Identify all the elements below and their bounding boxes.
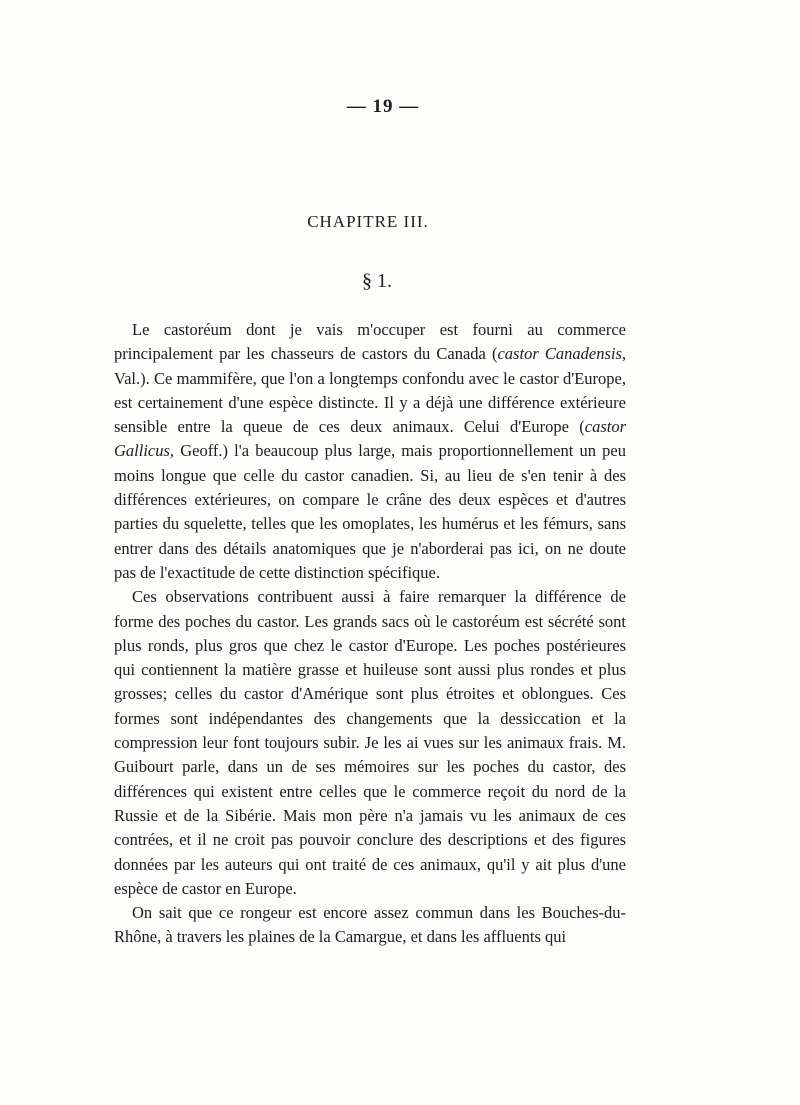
page-number: — 19 — <box>346 96 420 117</box>
paragraph-1 <box>114 318 626 585</box>
chapter-title: CHAPITRE III. <box>307 212 429 231</box>
section-heading: § 1. <box>362 270 392 292</box>
text-segment: Ces observations contribuent aussi à faire remarquer la différence de forme des poches du castor. Les grands sacs où le castoréum est sécrété sont plus ronds, plus gros que chez le castor d'Europe. Les poches postérieures qui contiennent la matière grasse et huileuse sont aussi plus rondes et plus grosses; celles du castor d'Amérique sont plus étroites et oblongues. Ces formes sont indépendantes des changements que la dessiccation et la compression leur font toujours subir. Je les ai vues sur les animaux frais. M. Guibourt parle, dans un de ses mémoires sur les poches du castor, des différences qui existent entre celles que le commerce reçoit du nord de la Russie et de la Sibérie. Mais mon père n'a jamais vu les animaux de ces contrées, et il ne croit pas pouvoir conclure des descriptions et des figures données par les auteurs qui ont traité de ces animaux, qu'il y ait plus d'une espèce de castor en Europe. <box>114 587 626 898</box>
body-text <box>114 318 626 950</box>
paragraph-2 <box>114 585 626 901</box>
text-segment: , Geoff.) l'a beaucoup plus large, mais proportionnellement un peu moins longue que celle du castor canadien. Si, au lieu de s'en tenir à des différences extérieures, on compare le crâne des deux espèces et d'autres parties du squelette, telles que les omoplates, les humérus et les fémurs, sans entrer dans des détails anatomiques que je n'aborderai pas ici, on ne doute pas de l'exactitude de cette distinction spécifique. <box>114 441 626 582</box>
species-name: castor Gallicus <box>114 417 626 461</box>
species-name: castor Canadensis <box>497 344 622 364</box>
text-segment: , Val.). Ce mammifère, que l'on a longtemps confondu avec le castor d'Europe, est certainement d'une espèce distincte. Il y a déjà une différence extérieure sensible entre la queue de ces deux animaux. Celui d'Europe ( <box>114 344 626 437</box>
text-segment: Le castoréum dont je vais m'occuper est fourni au commerce principalement par les chasseurs de castors du Canada ( <box>114 320 626 364</box>
paragraph-3 <box>114 901 626 950</box>
text-segment: On sait que ce rongeur est encore assez commun dans les Bouches-du-Rhône, à travers les plaines de la Camargue, et dans les affluents qui <box>114 903 626 947</box>
